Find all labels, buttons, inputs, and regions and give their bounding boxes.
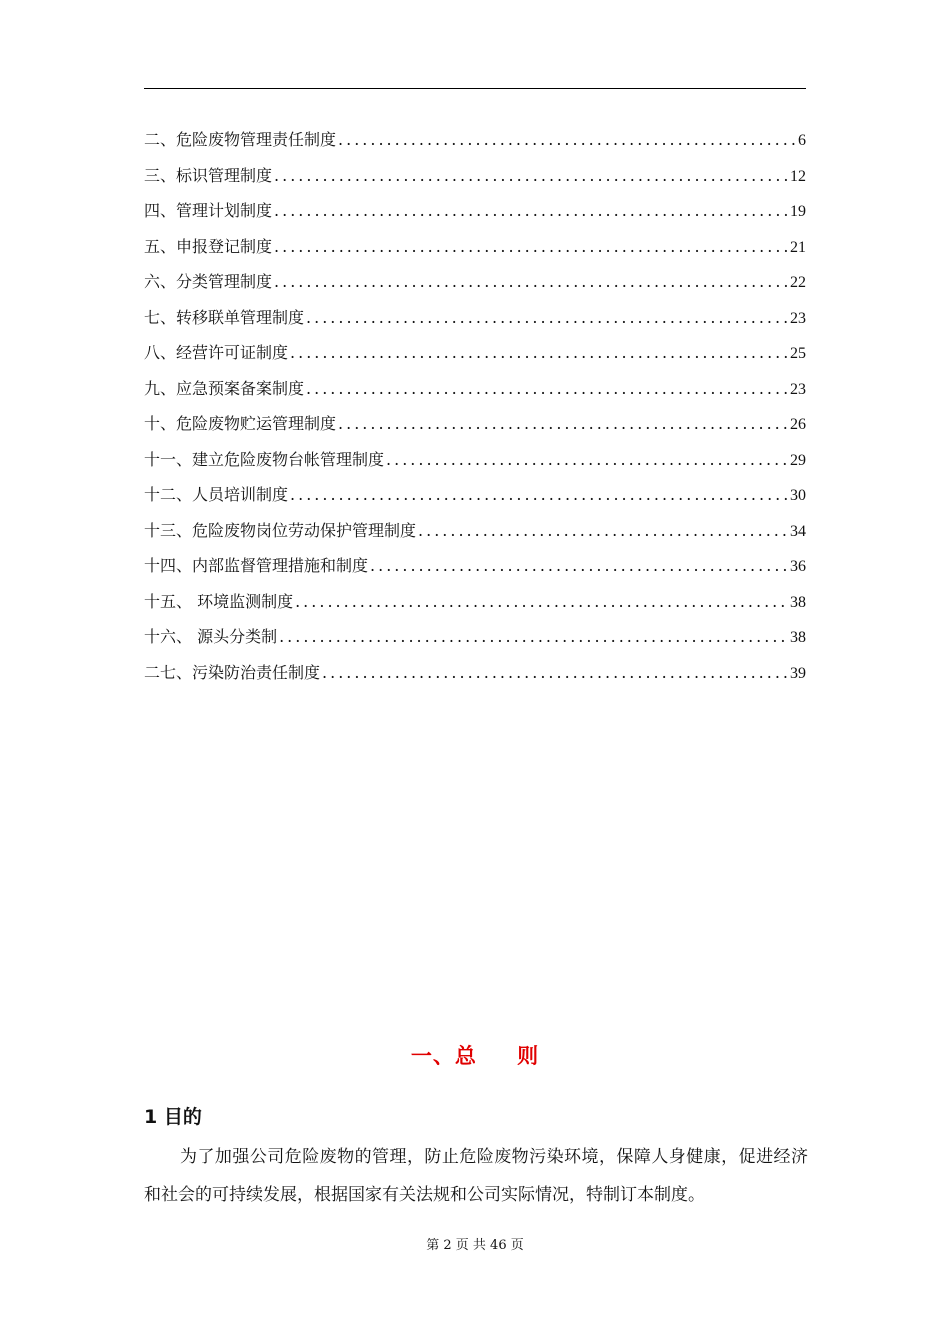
toc-leader-dots (338, 406, 788, 442)
toc-entry-label: 八、经营许可证制度 (144, 343, 289, 362)
toc-entry-label: 十六、 源头分类制 (144, 627, 278, 646)
toc-leader-dots (274, 193, 788, 229)
toc-entry-page: 26 (790, 416, 806, 433)
toc-entry-page: 30 (790, 487, 806, 504)
toc-leader-dots (338, 122, 796, 158)
toc-entry[interactable] (144, 442, 806, 478)
toc-entry[interactable] (144, 122, 806, 158)
toc-entry[interactable] (144, 548, 806, 584)
toc-entry[interactable] (144, 619, 806, 655)
toc-entry[interactable] (144, 229, 806, 265)
toc-entry-page: 38 (790, 629, 806, 646)
toc-entry[interactable] (144, 655, 806, 691)
toc-leader-dots (290, 335, 788, 371)
subheading: 1 目的 (144, 1106, 202, 1128)
toc-entry[interactable] (144, 264, 806, 300)
toc-entry[interactable] (144, 335, 806, 371)
page-footer: 第 2 页 共 46 页 (426, 1238, 524, 1253)
toc-entry-page: 6 (798, 132, 806, 149)
toc-leader-dots (290, 477, 788, 513)
body-paragraph: 为了加强公司危险废物的管理，防止危险废物污染环境，保障人身健康，促进经济和社会的可持续发展，根据国家有关法规和公司实际情况，特制订本制度。 (144, 1147, 808, 1205)
toc-leader-dots (306, 371, 788, 407)
toc-leader-dots (274, 229, 788, 265)
toc-entry-label: 十五、 环境监测制度 (144, 591, 294, 611)
toc-entry-label: 十四、内部监督管理措施和制度 (144, 556, 369, 575)
toc-entry[interactable] (144, 406, 806, 442)
toc-leader-dots (279, 619, 788, 655)
toc-entry-label: 六、分类管理制度 (144, 272, 273, 291)
toc-entry-label: 七、转移联单管理制度 (144, 307, 305, 327)
toc-leader-dots (295, 584, 788, 620)
toc-entry[interactable] (144, 371, 806, 407)
header-rule (144, 88, 806, 89)
toc-leader-dots (418, 513, 788, 549)
toc-leader-dots (274, 158, 788, 194)
table-of-contents (144, 122, 806, 690)
toc-entry-page: 36 (790, 558, 806, 575)
toc-leader-dots (306, 300, 788, 336)
toc-entry-page: 21 (790, 238, 806, 256)
toc-entry-page: 38 (790, 593, 806, 611)
toc-entry-page: 29 (790, 451, 806, 469)
toc-entry-label: 十一、建立危险废物台帐管理制度 (144, 449, 385, 469)
toc-entry-page: 23 (790, 380, 806, 398)
toc-entry-page: 12 (790, 167, 806, 185)
toc-entry-page: 25 (790, 345, 806, 362)
toc-entry-page: 19 (790, 203, 806, 220)
toc-entry-page: 23 (790, 309, 806, 327)
toc-entry[interactable] (144, 158, 806, 194)
toc-entry-label: 四、管理计划制度 (144, 201, 273, 220)
section-title: 一、总 则 (410, 1044, 540, 1068)
toc-entry-page: 34 (790, 522, 806, 540)
toc-entry-label: 九、应急预案备案制度 (144, 378, 305, 398)
toc-leader-dots (386, 442, 788, 478)
toc-entry-label: 二七、污染防治责任制度 (144, 662, 321, 682)
toc-entry-label: 十三、危险废物岗位劳动保护管理制度 (144, 520, 417, 540)
toc-entry[interactable] (144, 300, 806, 336)
toc-entry[interactable] (144, 477, 806, 513)
toc-leader-dots (370, 548, 788, 584)
toc-entry-label: 十二、人员培训制度 (144, 485, 289, 504)
toc-leader-dots (274, 264, 788, 300)
toc-leader-dots (322, 655, 788, 691)
toc-entry-label: 五、申报登记制度 (144, 236, 273, 256)
toc-entry[interactable] (144, 584, 806, 620)
toc-entry-label: 十、危险废物贮运管理制度 (144, 414, 337, 433)
toc-entry[interactable] (144, 513, 806, 549)
toc-entry[interactable] (144, 193, 806, 229)
toc-entry-page: 39 (790, 664, 806, 682)
toc-entry-label: 二、危险废物管理责任制度 (144, 130, 337, 149)
toc-entry-label: 三、标识管理制度 (144, 165, 273, 185)
toc-entry-page: 22 (790, 274, 806, 291)
